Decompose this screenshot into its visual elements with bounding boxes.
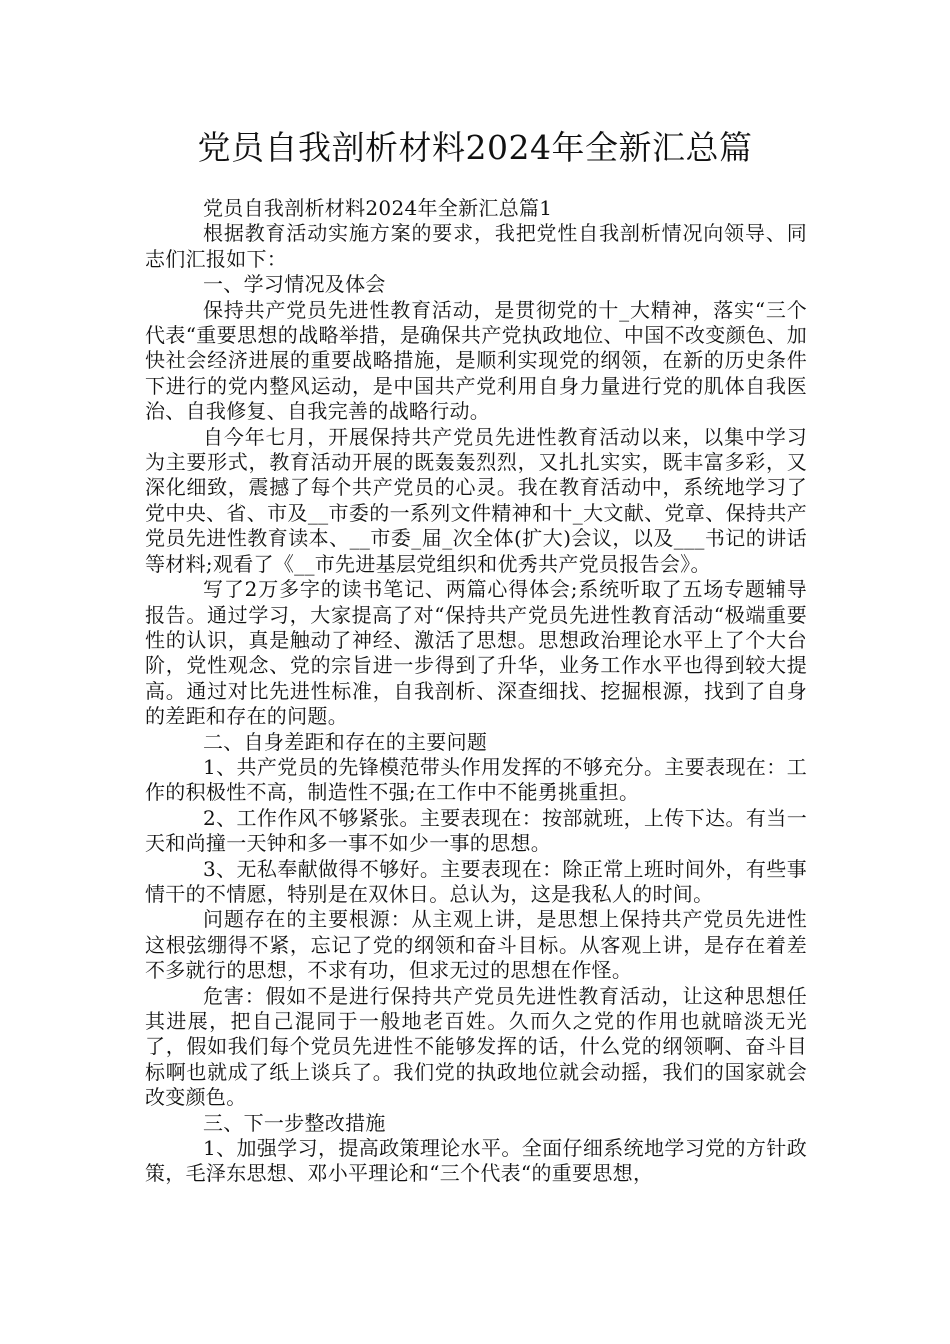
list-item: 2、工作作风不够紧张。主要表现在：按部就班，上传下达。有当一天和尚撞一天钟和多一事不如少一事的思想。 xyxy=(145,805,807,856)
document-title: 党员自我剖析材料2024年全新汇总篇 xyxy=(197,128,753,167)
section-heading-1: 一、学习情况及体会 xyxy=(203,272,386,297)
list-item: 1、共产党员的先锋模范带头作用发挥的不够充分。主要表现在：工作的积极性不高，制造性不强;在工作中不能勇挑重担。 xyxy=(145,754,807,805)
paragraph: 问题存在的主要根源：从主观上讲，是思想上保持共产党员先进性这根弦绷得不紧，忘记了党的纲领和奋斗目标。从客观上讲，是存在着差不多就行的思想，不求有功，但求无过的思想在作怪。 xyxy=(145,907,807,983)
document-body xyxy=(145,196,807,1187)
section-heading-3: 三、下一步整改措施 xyxy=(203,1110,386,1135)
section-heading-2: 二、自身差距和存在的主要问题 xyxy=(203,729,488,754)
paragraph: 危害：假如不是进行保持共产党员先进性教育活动，让这种思想任其进展，把自己混同于一般地老百姓。久而久之党的作用也就暗淡无光了，假如我们每个党员先进性不能够发挥的话，什么党的纲领啊、奋斗目标啊也就成了纸上谈兵了。我们党的执政地位就会动摇，我们的国家就会改变颜色。 xyxy=(145,983,807,1110)
intro-paragraph: 根据教育活动实施方案的要求，我把党性自我剖析情况向领导、同志们汇报如下： xyxy=(145,221,807,271)
paragraph: 保持共产党员先进性教育活动，是贯彻党的十_大精神，落实“三个代表“重要思想的战略举措，是确保共产党执政地位、中国不改变颜色、加快社会经济进展的重要战略措施，是顺利实现党的纲领，在新的历史条件下进行的党内整风运动，是中国共产党利用自身力量进行党的肌体自我医治、自我修复、自我完善的战略行动。 xyxy=(145,297,807,424)
section-subtitle: 党员自我剖析材料2024年全新汇总篇1 xyxy=(203,196,553,220)
paragraph: 自今年七月，开展保持共产党员先进性教育活动以来，以集中学习为主要形式，教育活动开展的既轰轰烈烈，又扎扎实实，既丰富多彩，又深化细致，震撼了每个共产党员的心灵。我在教育活动中，系统地学习了党中央、省、市及__市委的一系列文件精神和十_大文献、党章、保持共产党员先进性教育读本、__市委_届_次全体(扩大)会议，以及___书记的讲话等材料;观看了《__市先进基层党组织和优秀共产党员报告会》。 xyxy=(145,424,807,576)
list-item: 1、加强学习，提高政策理论水平。全面仔细系统地学习党的方针政策，毛泽东思想、邓小平理论和“三个代表“的重要思想， xyxy=(145,1136,807,1186)
paragraph: 写了2万多字的读书笔记、两篇心得体会;系统听取了五场专题辅导报告。通过学习，大家提高了对“保持共产党员先进性教育活动“极端重要性的认识，真是触动了神经、激活了思想。思想政治理论水平上了个大台阶，党性观念、党的宗旨进一步得到了升华，业务工作水平也得到较大提高。通过对比先进性标准，自我剖析、深查细找、挖掘根源，找到了自身的差距和存在的问题。 xyxy=(145,577,807,729)
list-item: 3、无私奉献做得不够好。主要表现在：除正常上班时间外，有些事情干的不情愿，特别是在双休日。总认为，这是我私人的时间。 xyxy=(145,856,807,906)
